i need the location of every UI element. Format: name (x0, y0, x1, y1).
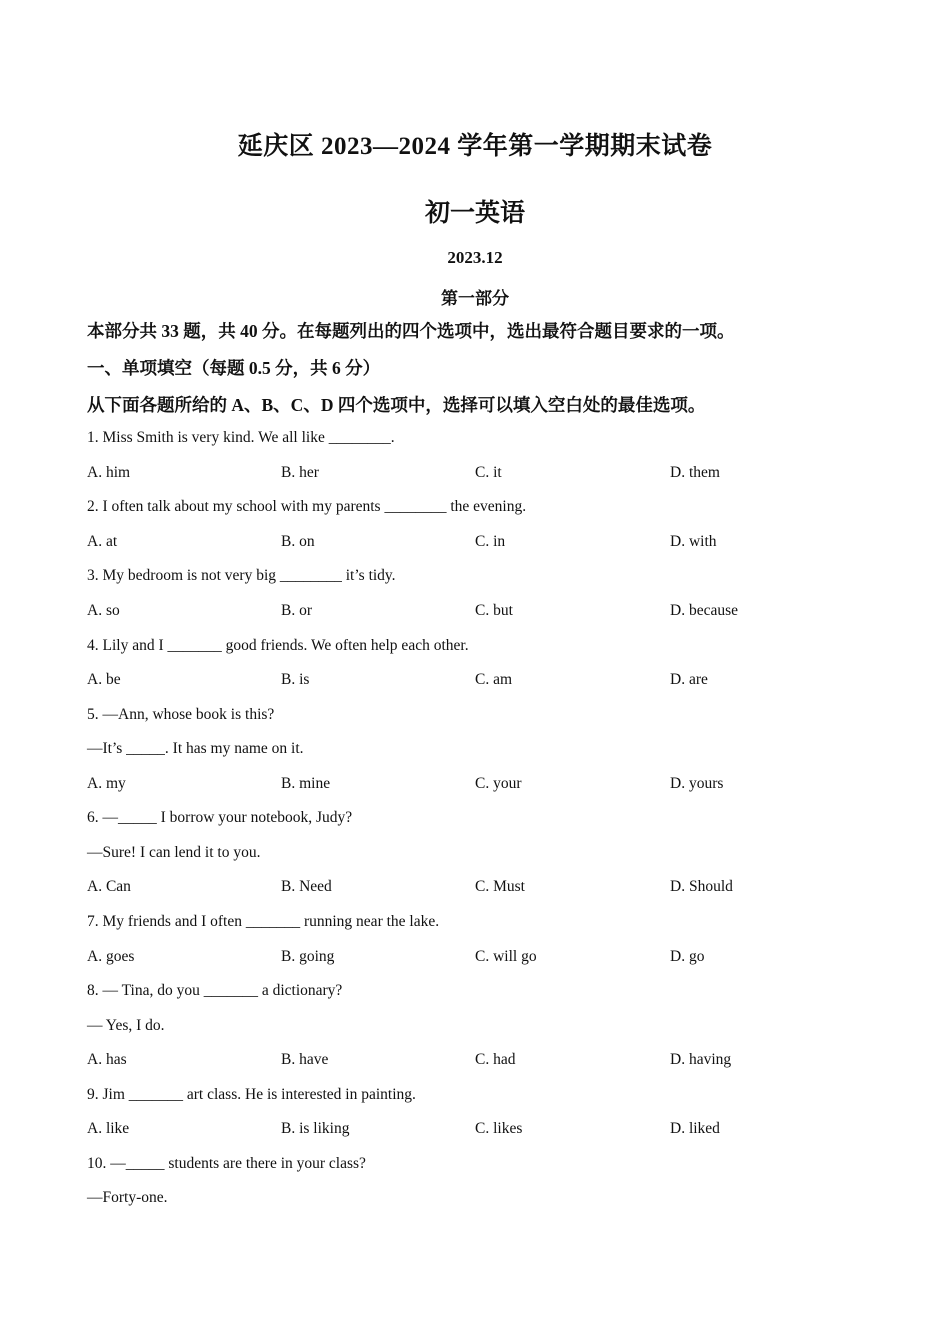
question-8: 8. — Tina, do you _______ a dictionary? (87, 982, 343, 999)
question-3-options (87, 602, 867, 622)
option-c: C. will go (475, 948, 537, 965)
option-d: D. liked (670, 1120, 720, 1137)
question-4-options (87, 671, 867, 691)
question-9-options (87, 1120, 867, 1140)
option-d: D. are (670, 671, 708, 688)
option-c: C. likes (475, 1120, 523, 1137)
question-7-options (87, 948, 867, 968)
question-5: 5. —Ann, whose book is this? (87, 706, 275, 723)
option-b: B. is (281, 671, 310, 688)
option-b: B. on (281, 533, 315, 550)
question-9: 9. Jim _______ art class. He is interested in painting. (87, 1086, 416, 1103)
option-d: D. go (670, 948, 705, 965)
part-heading: 第一部分 (441, 289, 509, 308)
question-5-reply: —It’s _____. It has my name on it. (87, 740, 304, 757)
option-c: C. in (475, 533, 506, 550)
option-c: C. but (475, 602, 513, 619)
question-5-options (87, 775, 867, 795)
option-c: C. am (475, 671, 513, 688)
option-a: A. like (87, 1120, 130, 1137)
question-1-options (87, 464, 867, 484)
option-b: B. or (281, 602, 312, 619)
question-8-reply: — Yes, I do. (87, 1017, 165, 1034)
option-a: A. my (87, 775, 126, 792)
exam-subject: 初一英语 (424, 200, 525, 227)
option-c: C. your (475, 775, 522, 792)
question-6-reply: —Sure! I can lend it to you. (87, 844, 261, 861)
question-2: 2. I often talk about my school with my parents ________ the evening. (87, 498, 527, 515)
part-intro: 本部分共 33 题，共 40 分。在每题列出的四个选项中，选出最符合题目要求的一项。 (87, 321, 735, 341)
question-3: 3. My bedroom is not very big ________ it’s tidy. (87, 567, 396, 584)
section-heading: 一、单项填空（每题 0.5 分，共 6 分） (87, 358, 381, 378)
question-10: 10. —_____ students are there in your class? (87, 1155, 366, 1172)
option-d: D. Should (670, 878, 733, 895)
option-b: B. Need (281, 878, 332, 895)
option-b: B. her (281, 464, 319, 481)
question-6: 6. —_____ I borrow your notebook, Judy? (87, 809, 353, 826)
option-c: C. it (475, 464, 502, 481)
option-d: D. with (670, 533, 717, 550)
option-a: A. Can (87, 878, 131, 895)
question-1: 1. Miss Smith is very kind. We all like ________. (87, 429, 395, 446)
option-d: D. yours (670, 775, 724, 792)
option-d: D. because (670, 602, 738, 619)
option-b: B. going (281, 948, 335, 965)
section-instruction: 从下面各题所给的 A、B、C、D 四个选项中，选择可以填入空白处的最佳选项。 (87, 395, 706, 415)
option-b: B. have (281, 1051, 329, 1068)
question-10-reply: —Forty-one. (87, 1189, 168, 1206)
question-7: 7. My friends and I often _______ running near the lake. (87, 913, 440, 930)
option-a: A. goes (87, 948, 135, 965)
option-d: D. having (670, 1051, 732, 1068)
option-a: A. has (87, 1051, 127, 1068)
question-6-options (87, 878, 867, 898)
option-c: C. Must (475, 878, 525, 895)
option-a: A. him (87, 464, 131, 481)
option-a: A. so (87, 602, 120, 619)
option-b: B. is liking (281, 1120, 350, 1137)
option-a: A. at (87, 533, 118, 550)
exam-date: 2023.12 (447, 248, 503, 267)
question-4: 4. Lily and I _______ good friends. We often help each other. (87, 637, 469, 654)
question-8-options (87, 1051, 867, 1071)
option-a: A. be (87, 671, 121, 688)
option-b: B. mine (281, 775, 331, 792)
exam-title: 延庆区 2023—2024 学年第一学期期末试卷 (237, 133, 713, 160)
question-2-options (87, 533, 867, 553)
option-c: C. had (475, 1051, 516, 1068)
option-d: D. them (670, 464, 720, 481)
